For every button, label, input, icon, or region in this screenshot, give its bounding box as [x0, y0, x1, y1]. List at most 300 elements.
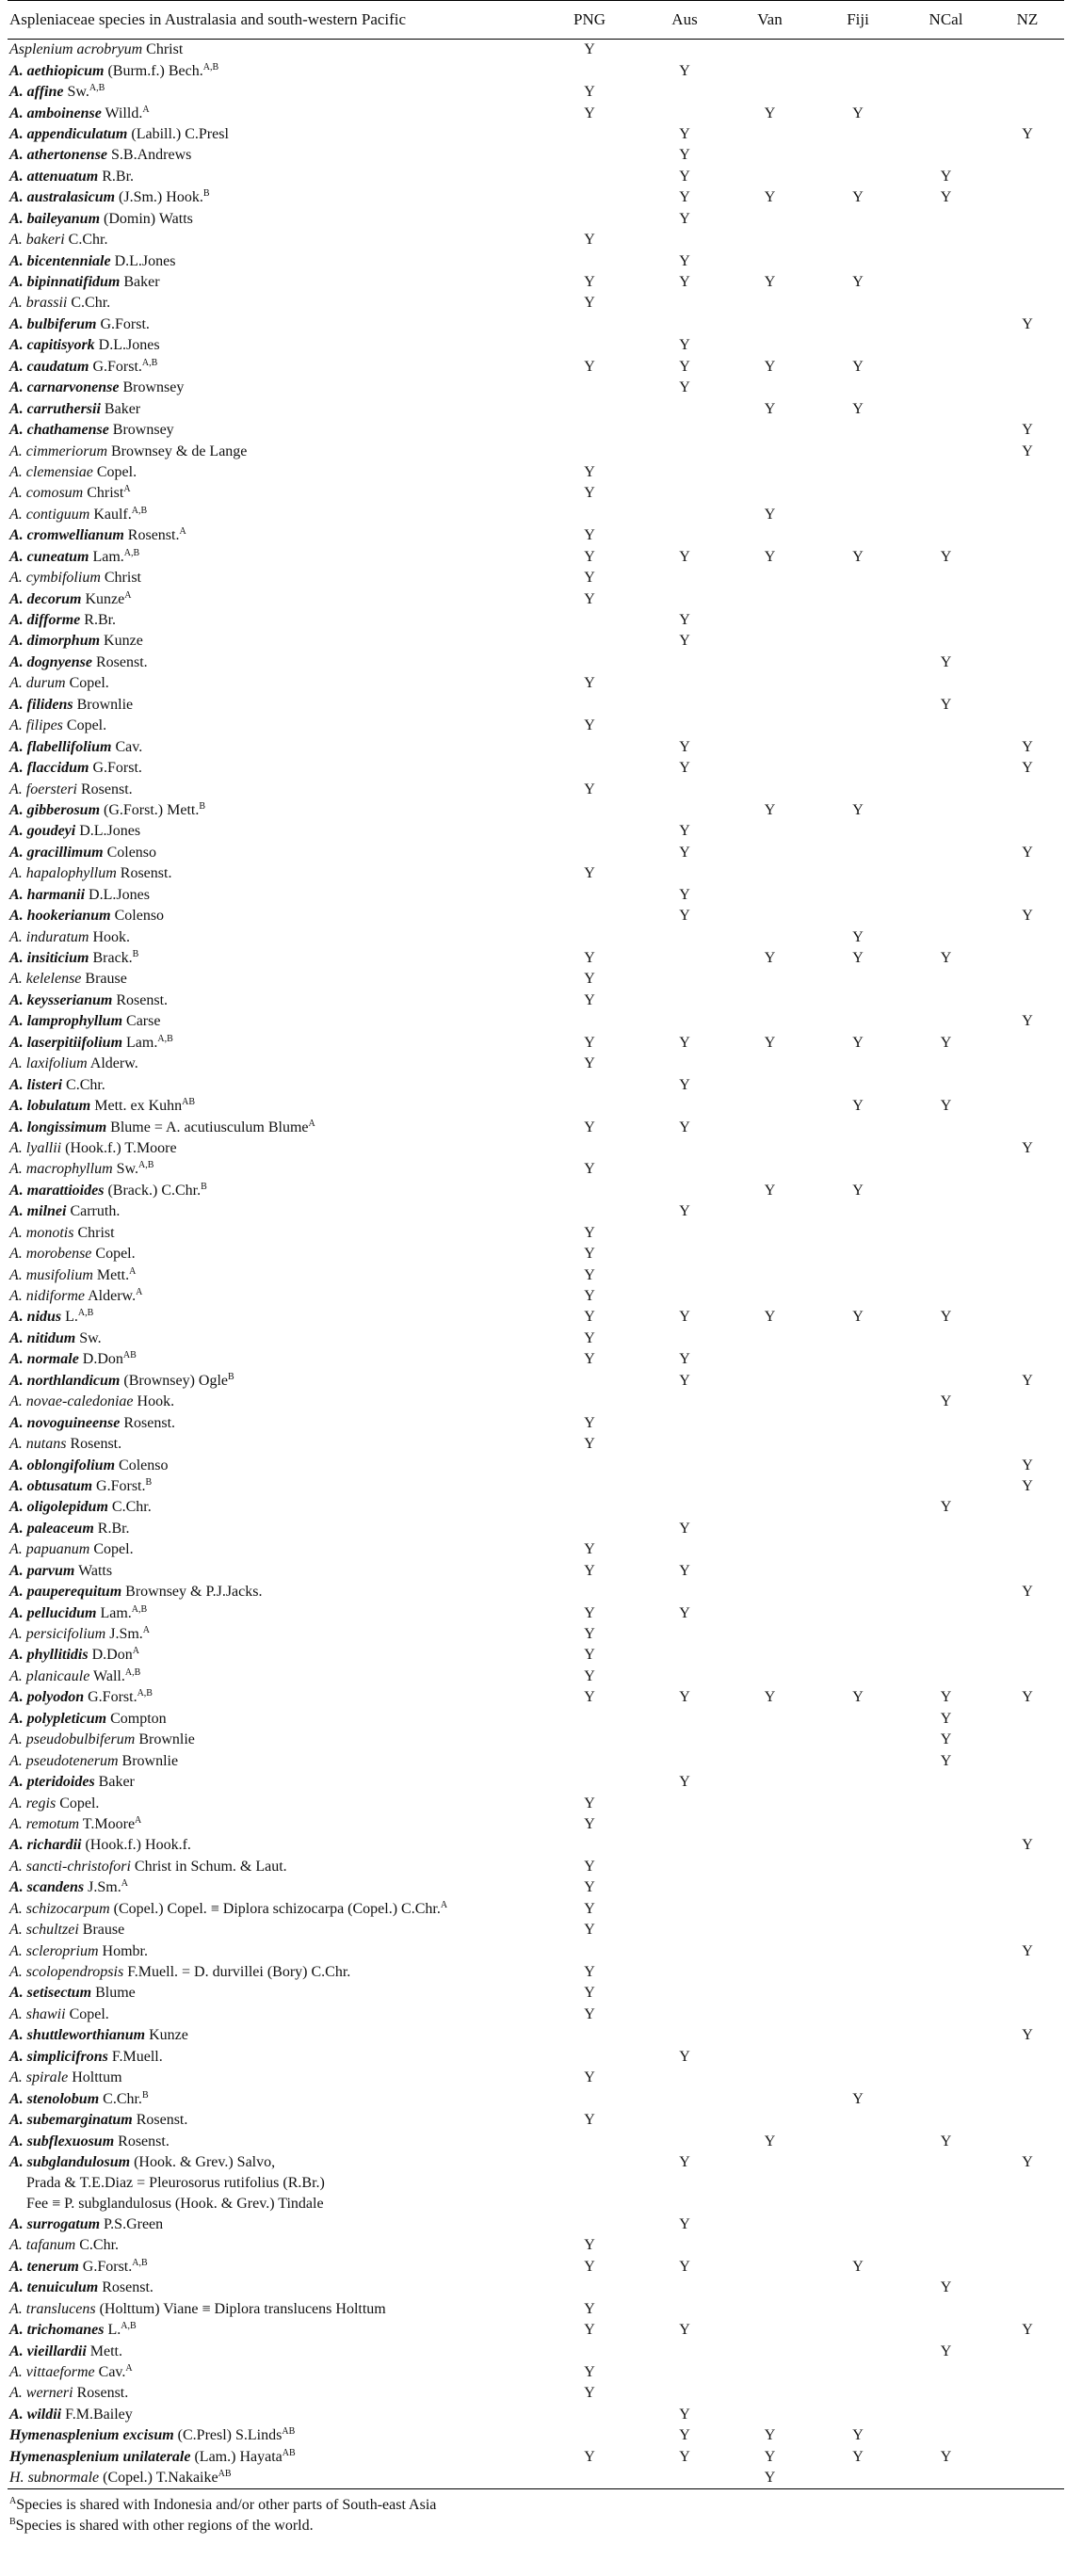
species-binomial [9, 2279, 98, 2295]
presence-aus [644, 1476, 725, 1497]
presence-aus [644, 398, 725, 419]
species-binomial [9, 1161, 113, 1177]
table-row [8, 1709, 1064, 1730]
presence-aus [644, 1392, 725, 1412]
presence-van [725, 652, 815, 673]
species-binomial [9, 1055, 88, 1071]
presence-aus [644, 2235, 725, 2256]
species-binomial [9, 1541, 89, 1557]
presence-fiji [815, 82, 901, 103]
author: Carse [126, 1013, 161, 1030]
epithet: werneri [25, 2385, 73, 2402]
presence-ncal [901, 2299, 991, 2320]
presence-ncal: Y [940, 1034, 952, 1051]
species-name [8, 2004, 535, 2025]
species-binomial [9, 887, 85, 903]
presence-aus [644, 1054, 725, 1074]
author: Rosenst. [118, 2133, 170, 2149]
author: Rosenst. [96, 653, 148, 670]
presence-fiji [815, 145, 901, 166]
author: Holttum [72, 2069, 122, 2086]
presence-aus [644, 1857, 725, 1877]
table-row [8, 652, 1064, 673]
presence-png [535, 1096, 644, 1117]
table-row [8, 167, 1064, 187]
presence-aus: Y [679, 1604, 690, 1621]
author: (Hook. & Grev.) Salvo, [134, 2153, 276, 2170]
presence-fiji [815, 1602, 901, 1623]
species-name [8, 1645, 535, 1666]
presence-van [725, 1349, 815, 1370]
species-name [8, 357, 535, 378]
author: Brownsey & P.J.Jacks. [125, 1584, 263, 1601]
presence-png [535, 1750, 644, 1771]
species-name [8, 1371, 535, 1392]
presence-van [725, 314, 815, 335]
genus: A. [9, 1562, 24, 1579]
species-binomial [9, 1837, 81, 1853]
presence-ncal [901, 1793, 991, 1813]
presence-ncal [901, 843, 991, 863]
species-name [8, 335, 535, 356]
epithet: cimmeriorum [25, 443, 107, 459]
presence-aus [644, 779, 725, 799]
presence-fiji [815, 1962, 901, 1983]
presence-aus: Y [679, 760, 690, 777]
presence-png [535, 2025, 644, 2046]
presence-fiji [815, 250, 901, 271]
species-name [8, 673, 535, 694]
genus: A. [9, 2005, 23, 2022]
presence-van [725, 588, 815, 609]
author: (Domin) Watts [104, 210, 193, 227]
species-name [8, 1666, 535, 1687]
presence-fiji [815, 1899, 901, 1920]
footnote-ref: A [135, 1814, 142, 1826]
epithet: musifolium [25, 1266, 93, 1283]
species-binomial [9, 2449, 190, 2465]
presence-ncal [901, 230, 991, 250]
presence-van: Y [764, 2448, 776, 2465]
epithet: hookerianum [26, 908, 111, 925]
presence-ncal [901, 1074, 991, 1095]
species-binomial [9, 675, 66, 691]
presence-png: Y [584, 865, 595, 882]
presence-van [725, 1096, 815, 1117]
presence-aus [644, 1962, 725, 1983]
presence-nz: Y [1022, 315, 1033, 332]
author: D.Don [91, 1647, 133, 1664]
presence-fiji [815, 1328, 901, 1349]
genus: A. [9, 210, 24, 227]
presence-fiji: Y [852, 400, 864, 417]
presence-nz [991, 610, 1064, 631]
species-name [8, 378, 535, 398]
species-name [8, 2362, 535, 2383]
presence-fiji [815, 969, 901, 990]
presence-aus [644, 716, 725, 736]
genus: A. [9, 168, 24, 185]
presence-fiji [815, 1497, 901, 1518]
presence-aus: Y [679, 379, 690, 396]
epithet: marattioides [26, 1182, 105, 1199]
presence-ncal [901, 103, 991, 123]
presence-ncal [901, 250, 991, 271]
genus: A. [9, 1246, 23, 1263]
presence-aus [644, 1666, 725, 1687]
species-name [8, 1392, 535, 1412]
footnote-ref: B [201, 1181, 207, 1192]
species-binomial [9, 739, 111, 755]
genus: A. [9, 612, 24, 629]
epithet: laxifolium [25, 1055, 88, 1072]
presence-png [535, 843, 644, 863]
table-row [8, 2383, 1064, 2404]
species-name [8, 695, 535, 716]
presence-aus: Y [679, 189, 690, 206]
species-binomial [9, 422, 109, 438]
presence-aus: Y [679, 1351, 690, 1368]
species-name [8, 821, 535, 842]
presence-aus [644, 1434, 725, 1455]
presence-ncal [901, 1582, 991, 1602]
presence-png [535, 378, 644, 398]
presence-nz [991, 1899, 1064, 1920]
author: Rosenst. [70, 1436, 122, 1453]
footnote-text: Species is shared with other regions of the world. [15, 2518, 314, 2535]
species-name [8, 1307, 535, 1328]
presence-nz [991, 293, 1064, 314]
presence-png [535, 1201, 644, 1222]
table-row [8, 2152, 1064, 2214]
presence-van [725, 2278, 815, 2298]
presence-nz [991, 1877, 1064, 1898]
species-binomial [9, 337, 95, 353]
presence-van [725, 885, 815, 906]
species-name [8, 2468, 535, 2489]
presence-fiji [815, 610, 901, 631]
author: Copel. [96, 463, 137, 480]
epithet: acrobryum [76, 41, 143, 58]
presence-nz [991, 40, 1064, 61]
presence-png: Y [584, 358, 595, 375]
presence-png: Y [584, 1964, 595, 1981]
genus: A. [9, 908, 24, 925]
species-name [8, 2405, 535, 2425]
species-binomial [9, 1605, 96, 1621]
presence-nz: Y [1022, 2027, 1033, 2044]
presence-van [725, 1899, 815, 1920]
presence-van [725, 758, 815, 779]
presence-ncal [901, 525, 991, 546]
table-row [8, 2278, 1064, 2298]
epithet: polyodon [26, 1689, 85, 1706]
genus: A. [9, 2215, 24, 2232]
genus: A. [9, 1436, 23, 1453]
author: Rosenst. [127, 527, 180, 544]
genus: A. [9, 1647, 24, 1664]
presence-van [725, 1624, 815, 1645]
species-binomial [9, 2427, 174, 2443]
genus: A. [9, 1710, 24, 1727]
presence-aus: Y [679, 2427, 690, 2444]
table-row [8, 1983, 1064, 2004]
genus: A. [9, 590, 24, 607]
footnote-ref: A [129, 1265, 137, 1277]
presence-png [535, 1074, 644, 1095]
presence-aus [644, 926, 725, 947]
presence-ncal [901, 462, 991, 483]
presence-fiji [815, 40, 901, 61]
presence-van [725, 2320, 815, 2341]
genus: A. [9, 865, 23, 882]
genus: A. [9, 315, 24, 332]
table-row [8, 505, 1064, 525]
species-name [8, 1519, 535, 1539]
species-binomial [9, 1731, 135, 1747]
presence-ncal [901, 1011, 991, 1032]
presence-ncal [901, 1519, 991, 1539]
table-row [8, 2341, 1064, 2361]
presence-nz [991, 821, 1064, 842]
species-name [8, 2425, 535, 2446]
presence-ncal [901, 863, 991, 884]
presence-ncal: Y [940, 1731, 952, 1748]
presence-van [725, 969, 815, 990]
table-row [8, 2025, 1064, 2046]
table-row [8, 1602, 1064, 1623]
presence-nz [991, 483, 1064, 504]
presence-png [535, 1455, 644, 1475]
author: Copel. [66, 717, 107, 734]
presence-nz [991, 250, 1064, 271]
presence-fiji: Y [852, 2427, 864, 2444]
presence-nz [991, 1244, 1064, 1264]
presence-nz [991, 2447, 1064, 2468]
table-row [8, 335, 1064, 356]
epithet: filipes [25, 717, 63, 734]
author: Christ [104, 570, 141, 587]
presence-van [725, 1497, 815, 1518]
presence-png: Y [584, 1795, 595, 1811]
author: T.Moore [82, 1815, 136, 1832]
presence-png: Y [584, 1266, 595, 1283]
presence-aus: Y [679, 337, 690, 354]
presence-ncal [901, 335, 991, 356]
species-binomial [9, 865, 117, 881]
presence-van [725, 1371, 815, 1392]
species-name [8, 2341, 535, 2361]
epithet: scandens [26, 1879, 85, 1896]
presence-fiji [815, 1138, 901, 1159]
species-binomial [9, 105, 102, 121]
presence-nz [991, 695, 1064, 716]
epithet: papuanum [25, 1541, 90, 1558]
presence-ncal [901, 40, 991, 61]
species-name [8, 187, 535, 208]
presence-aus: Y [679, 1520, 690, 1537]
epithet: planicaule [25, 1667, 90, 1684]
presence-nz [991, 1074, 1064, 1095]
table-row [8, 758, 1064, 779]
presence-ncal: Y [940, 2343, 952, 2359]
presence-ncal [901, 1666, 991, 1687]
species-binomial [9, 2364, 95, 2380]
presence-van [725, 1412, 815, 1433]
table-row [8, 483, 1064, 504]
footnote-b [9, 2516, 1064, 2536]
column-header-ncal: NCal [901, 1, 991, 40]
species-name [8, 2320, 535, 2341]
presence-van [725, 990, 815, 1011]
footnote-ref: A,B [123, 547, 140, 558]
presence-png [535, 652, 644, 673]
table-row [8, 124, 1064, 145]
table-row [8, 1645, 1064, 1666]
species-binomial [9, 2154, 130, 2170]
author: Rosenst. [123, 1414, 176, 1431]
presence-png: Y [584, 232, 595, 249]
presence-png: Y [584, 1246, 595, 1263]
species-name [8, 1349, 535, 1370]
epithet: novae-caledoniae [25, 1393, 134, 1410]
table-row [8, 525, 1064, 546]
author: Cav. [115, 738, 143, 755]
presence-ncal: Y [940, 1309, 952, 1326]
table-row [8, 948, 1064, 969]
epithet: affine [26, 84, 64, 101]
table-row [8, 1476, 1064, 1497]
species-binomial [9, 316, 96, 332]
presence-ncal: Y [940, 2448, 952, 2465]
epithet: persicifolium [25, 1626, 106, 1643]
presence-van [725, 145, 815, 166]
presence-aus [644, 293, 725, 314]
genus: A. [9, 506, 23, 523]
presence-ncal [901, 969, 991, 990]
epithet: pseudotenerum [25, 1752, 119, 1769]
presence-png [535, 398, 644, 419]
presence-png: Y [584, 2069, 595, 2086]
presence-aus [644, 1793, 725, 1813]
presence-aus: Y [679, 1562, 690, 1579]
species-name [8, 568, 535, 588]
presence-png [535, 906, 644, 926]
species-binomial [9, 1795, 56, 1811]
presence-nz [991, 1201, 1064, 1222]
presence-nz [991, 1434, 1064, 1455]
species-binomial [9, 485, 83, 501]
genus: A. [9, 527, 24, 544]
presence-png [535, 1835, 644, 1856]
presence-van: Y [764, 358, 776, 375]
presence-nz [991, 145, 1064, 166]
epithet: attenuatum [26, 168, 99, 185]
presence-ncal [901, 568, 991, 588]
presence-nz [991, 2299, 1064, 2320]
genus: A. [9, 1309, 24, 1326]
species-binomial [9, 697, 73, 713]
presence-aus [644, 2131, 725, 2151]
presence-png [535, 2341, 644, 2361]
table-row [8, 2235, 1064, 2256]
presence-nz [991, 1497, 1064, 1518]
presence-van [725, 2341, 815, 2361]
presence-ncal [901, 1772, 991, 1793]
author: (Burm.f.) Bech. [107, 62, 203, 79]
presence-png [535, 610, 644, 631]
presence-van [725, 1074, 815, 1095]
presence-aus [644, 483, 725, 504]
genus: A. [9, 2048, 24, 2065]
presence-nz [991, 2341, 1064, 2361]
epithet: schizocarpum [25, 1900, 110, 1917]
presence-fiji [815, 1349, 901, 1370]
genus: A. [9, 125, 24, 142]
genus: A. [9, 2237, 23, 2254]
epithet: northlandicum [26, 1372, 121, 1389]
species-name [8, 2257, 535, 2278]
epithet: appendiculatum [26, 125, 128, 142]
presence-nz [991, 547, 1064, 568]
presence-png: Y [584, 1626, 595, 1643]
presence-nz: Y [1022, 1942, 1033, 1959]
table-row [8, 631, 1064, 652]
genus: A. [9, 1055, 23, 1072]
footnote-ref: A [124, 589, 132, 601]
genus: A. [9, 1351, 24, 1368]
genus: A. [9, 823, 24, 840]
species-name [8, 1159, 535, 1180]
presence-aus [644, 82, 725, 103]
presence-nz [991, 1392, 1064, 1412]
species-name [8, 314, 535, 335]
presence-png: Y [584, 717, 595, 734]
table-row [8, 2088, 1064, 2109]
presence-nz: Y [1022, 738, 1033, 755]
species-binomial [9, 443, 107, 459]
presence-fiji [815, 1857, 901, 1877]
epithet: comosum [25, 485, 84, 502]
presence-png: Y [584, 1034, 595, 1051]
genus: A. [9, 1584, 24, 1601]
epithet: cuneatum [26, 548, 89, 565]
epithet: carnarvonense [26, 379, 120, 396]
table-row [8, 2405, 1064, 2425]
genus: A. [9, 379, 24, 396]
presence-ncal [901, 1181, 991, 1201]
author: Carruth. [70, 1203, 121, 1220]
epithet: gracillimum [26, 844, 104, 861]
footnote-ref: B [141, 2089, 149, 2101]
footnote-ref: A [125, 2363, 133, 2375]
table-row [8, 2004, 1064, 2025]
species-name [8, 1624, 535, 1645]
author: G.Forst. [100, 315, 150, 332]
presence-png: Y [584, 527, 595, 544]
presence-ncal [901, 378, 991, 398]
presence-aus: Y [679, 1203, 690, 1220]
presence-ncal [901, 1814, 991, 1835]
presence-ncal [901, 1835, 991, 1856]
presence-van [725, 863, 815, 884]
table-row [8, 357, 1064, 378]
genus: A. [9, 738, 24, 755]
presence-nz [991, 1286, 1064, 1307]
presence-png: Y [584, 274, 595, 291]
epithet: cromwellianum [26, 527, 124, 544]
presence-aus: Y [679, 62, 690, 79]
